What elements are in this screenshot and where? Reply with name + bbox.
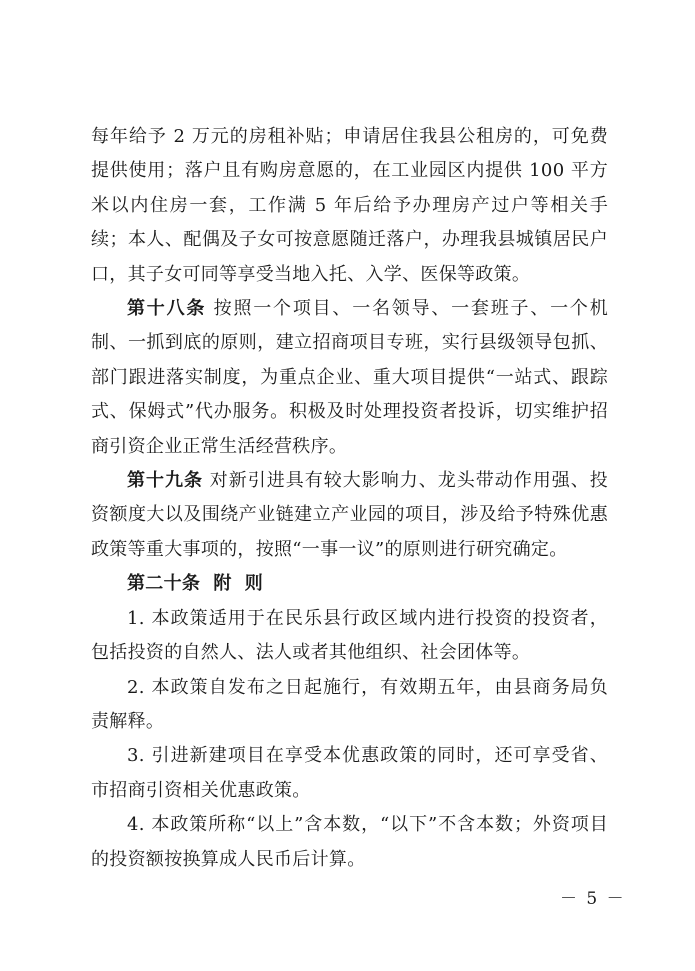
list-item-4 <box>91 808 608 877</box>
article-18-paragraph <box>91 292 608 464</box>
paragraph-continuation <box>91 120 608 292</box>
list-item-2 <box>91 671 608 740</box>
list-item-text: 2. 本政策自发布之日起施行，有效期五年，由县商务局负责解释。 <box>91 676 608 732</box>
list-item-text: 1. 本政策适用于在民乐县行政区域内进行投资的投资者，包括投资的自然人、法人或者其他组织、社会团体等。 <box>91 607 608 664</box>
article-19-paragraph <box>91 464 608 567</box>
article-20-title: 第二十条 附 则 <box>127 573 264 595</box>
article-20-heading <box>91 567 608 601</box>
paragraph-text: 每年给予 2 万元的房租补贴；申请居住我县公租房的，可免费提供使用；落户且有购房意愿的，在工业园区内提供 100 平方米以内住房一套，工作满 5 年后给予办理房产过户等相关手续；本人、配偶及子女可按意愿随迁落户，办理我县城镇居民户口，其子女可同等享受当地入托、入学、医保等政策。 <box>91 126 608 285</box>
list-item-1 <box>91 602 608 671</box>
article-19-text: 对新引进具有较大影响力、龙头带动作用强、投资额度大以及围绕产业链建立产业园的项目，涉及给予特殊优惠政策等重大事项的，按照“一事一议”的原则进行研究确定。 <box>91 470 608 560</box>
list-item-text: 3. 引进新建项目在享受本优惠政策的同时，还可享受省、市招商引资相关优惠政策。 <box>91 745 608 801</box>
article-18-text: 按照一个项目、一名领导、一套班子、一个机制、一抓到底的原则，建立招商项目专班，实行县级领导包抓、部门跟进落实制度，为重点企业、重大项目提供“一站式、跟踪式、保姆式”代办服务。积极及时处理投资者投诉，切实维护招商引资企业正常生活经营秩序。 <box>91 298 608 457</box>
page-number: － 5 － <box>560 889 626 909</box>
article-18-title: 第十八条 <box>127 298 207 320</box>
article-19-title: 第十九条 <box>127 470 203 492</box>
list-item-3 <box>91 739 608 808</box>
body-text <box>91 120 608 877</box>
list-item-text: 4. 本政策所称“以上”含本数，“以下”不含本数；外资项目的投资额按换算成人民币后计算。 <box>91 814 608 870</box>
